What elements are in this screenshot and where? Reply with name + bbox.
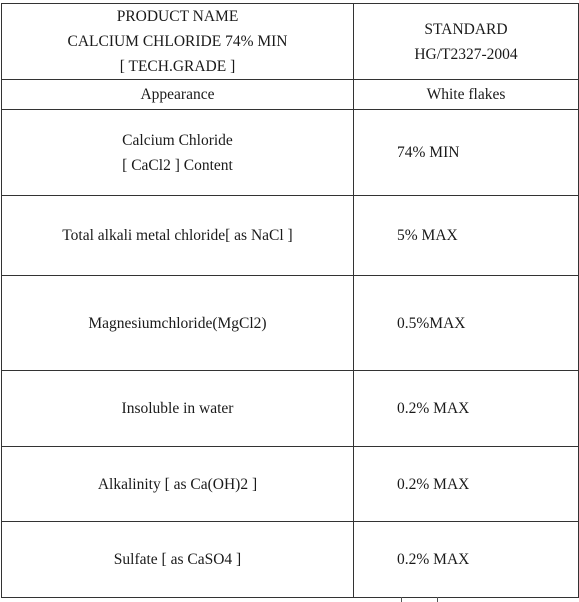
spec-value: 0.2% MAX bbox=[354, 371, 579, 447]
spec-item-text: Magnesiumchloride(MgCl2) bbox=[88, 314, 267, 332]
spec-item-text: Insoluble in water bbox=[121, 400, 234, 417]
spec-value: White flakes bbox=[354, 80, 579, 110]
spec-item-text: Calcium Chloride bbox=[122, 131, 233, 149]
table-row bbox=[2, 276, 579, 371]
product-grade: [ TECH.GRADE ] bbox=[119, 58, 236, 75]
spec-value: 0.5%MAX bbox=[354, 276, 579, 371]
product-name-value: CALCIUM CHLORIDE 74% MIN bbox=[67, 33, 288, 50]
table-row bbox=[2, 80, 579, 110]
specification-table bbox=[1, 3, 579, 598]
product-name-cell bbox=[2, 4, 354, 80]
spec-value: 74% MIN bbox=[354, 110, 579, 196]
header-row bbox=[2, 4, 579, 80]
table-row bbox=[2, 371, 579, 447]
table-edge-tick bbox=[401, 597, 402, 602]
standard-cell bbox=[354, 4, 579, 80]
spec-value: 0.2% MAX bbox=[354, 447, 579, 522]
spec-item-text: [ CaCl2 ] Content bbox=[122, 156, 233, 174]
spec-item-text: Sulfate [ as CaSO4 ] bbox=[113, 551, 242, 568]
table-row bbox=[2, 196, 579, 276]
spec-item bbox=[2, 522, 354, 598]
spec-item-text: Total alkali metal chloride[ as NaCl ] bbox=[62, 227, 293, 244]
spec-item bbox=[2, 196, 354, 276]
spec-item-text: Appearance bbox=[140, 86, 215, 103]
spec-item bbox=[2, 110, 354, 196]
standard-label: STANDARD bbox=[424, 20, 508, 38]
table-row bbox=[2, 447, 579, 522]
spec-value: 0.2% MAX bbox=[354, 522, 579, 598]
standard-value: HG/T2327-2004 bbox=[414, 45, 518, 63]
spec-item bbox=[2, 276, 354, 371]
spec-item bbox=[2, 447, 354, 522]
table-row bbox=[2, 110, 579, 196]
table-edge-tick bbox=[437, 597, 438, 602]
spec-item bbox=[2, 80, 354, 110]
table-row bbox=[2, 522, 579, 598]
spec-item-text: Alkalinity [ as Ca(OH)2 ] bbox=[97, 475, 258, 493]
product-name-label: PRODUCT NAME bbox=[116, 8, 239, 25]
spec-value: 5% MAX bbox=[354, 196, 579, 276]
spec-item bbox=[2, 371, 354, 447]
